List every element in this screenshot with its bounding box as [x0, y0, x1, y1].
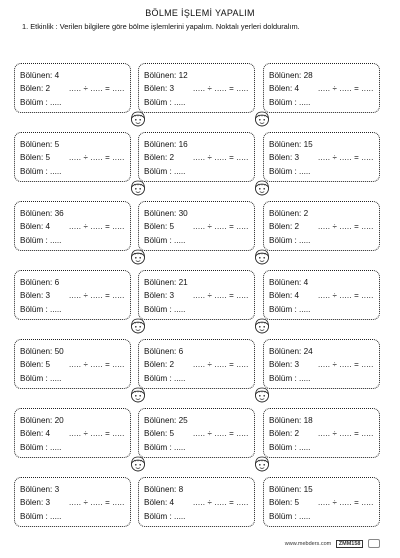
child-face-icon	[253, 455, 271, 472]
divisor-label: Bölen:	[144, 498, 168, 507]
page-title: BÖLME İŞLEMİ YAPALIM	[145, 8, 255, 18]
dividend-value: 12	[178, 71, 188, 80]
division-card	[263, 63, 380, 113]
dividend-value: 2	[303, 209, 309, 218]
exercise-row	[14, 339, 384, 408]
child-face-icon	[253, 317, 271, 334]
operation-blank[interactable]: ..... ÷ ..... = .....	[193, 291, 249, 300]
division-card	[138, 408, 255, 458]
divisor-label: Bölen:	[20, 291, 44, 300]
operation-blank[interactable]: ..... ÷ ..... = .....	[318, 429, 374, 438]
division-card	[138, 477, 255, 527]
dividend-value: 3	[54, 485, 60, 494]
dividend-value: 15	[303, 140, 313, 149]
quotient-line[interactable]: Bölüm : .....	[20, 443, 62, 452]
dividend-line	[20, 71, 59, 81]
divisor-line	[269, 222, 299, 232]
dividend-line	[144, 278, 188, 288]
dividend-value: 4	[54, 71, 60, 80]
dividend-value: 36	[54, 209, 64, 218]
operation-blank[interactable]: ..... ÷ ..... = .....	[318, 360, 374, 369]
dividend-line	[20, 140, 59, 150]
child-face-icon	[129, 110, 147, 127]
division-card	[263, 477, 380, 527]
dividend-line	[269, 209, 308, 219]
exercise-grid	[14, 63, 384, 546]
dividend-line	[144, 347, 183, 357]
operation-blank[interactable]: ..... ÷ ..... = .....	[193, 84, 249, 93]
dividend-label: Bölünen:	[20, 347, 53, 356]
dividend-label: Bölünen:	[144, 485, 177, 494]
child-face-icon	[129, 317, 147, 334]
divisor-line	[144, 429, 174, 439]
dividend-label: Bölünen:	[269, 140, 302, 149]
footer-code: ZMM158	[336, 540, 364, 548]
divisor-label: Bölen:	[144, 222, 168, 231]
division-card	[138, 63, 255, 113]
divisor-line	[269, 360, 299, 370]
divisor-line	[144, 291, 174, 301]
operation-blank[interactable]: ..... ÷ ..... = .....	[69, 498, 125, 507]
quotient-line[interactable]: Bölüm : .....	[269, 305, 311, 314]
divisor-line	[144, 222, 174, 232]
quotient-line[interactable]: Bölüm : .....	[269, 167, 311, 176]
divisor-label: Bölen:	[20, 153, 44, 162]
dividend-line	[20, 209, 64, 219]
division-card	[138, 132, 255, 182]
operation-blank[interactable]: ..... ÷ ..... = .....	[69, 153, 125, 162]
division-card	[14, 132, 131, 182]
dividend-line	[20, 416, 64, 426]
dividend-line	[20, 347, 64, 357]
dividend-label: Bölünen:	[269, 71, 302, 80]
divisor-value: 3	[169, 291, 175, 300]
divisor-value: 2	[169, 360, 175, 369]
division-card	[263, 339, 380, 389]
division-card	[138, 201, 255, 251]
child-face-icon	[129, 455, 147, 472]
dividend-value: 24	[303, 347, 313, 356]
quotient-line[interactable]: Bölüm : .....	[144, 512, 186, 521]
division-card	[14, 201, 131, 251]
operation-blank[interactable]: ..... ÷ ..... = .....	[193, 498, 249, 507]
dividend-line	[144, 416, 188, 426]
divisor-label: Bölen:	[269, 498, 293, 507]
divisor-value: 3	[45, 498, 51, 507]
divisor-value: 2	[169, 153, 175, 162]
dividend-label: Bölünen:	[20, 140, 53, 149]
divisor-value: 5	[169, 429, 175, 438]
divisor-label: Bölen:	[269, 360, 293, 369]
divisor-label: Bölen:	[20, 360, 44, 369]
division-card	[14, 339, 131, 389]
footer-logo-icon	[368, 539, 380, 548]
dividend-label: Bölünen:	[144, 347, 177, 356]
dividend-label: Bölünen:	[20, 485, 53, 494]
dividend-line	[269, 416, 313, 426]
exercise-row	[14, 63, 384, 132]
divisor-value: 5	[169, 222, 175, 231]
dividend-label: Bölünen:	[269, 278, 302, 287]
divisor-label: Bölen:	[144, 153, 168, 162]
divisor-line	[144, 360, 174, 370]
divisor-label: Bölen:	[144, 291, 168, 300]
division-card	[263, 270, 380, 320]
divisor-line	[269, 153, 299, 163]
dividend-line	[144, 140, 188, 150]
dividend-value: 6	[54, 278, 60, 287]
division-card	[138, 339, 255, 389]
divisor-value: 3	[45, 291, 51, 300]
dividend-label: Bölünen:	[144, 209, 177, 218]
quotient-line[interactable]: Bölüm : .....	[20, 305, 62, 314]
divisor-value: 2	[294, 222, 300, 231]
dividend-label: Bölünen:	[144, 416, 177, 425]
child-face-icon	[129, 248, 147, 265]
dividend-line	[269, 140, 313, 150]
divisor-label: Bölen:	[20, 84, 44, 93]
footer	[285, 539, 380, 548]
quotient-line[interactable]: Bölüm : .....	[20, 98, 62, 107]
dividend-value: 21	[178, 278, 188, 287]
divisor-line	[144, 498, 174, 508]
quotient-line[interactable]: Bölüm : .....	[20, 374, 62, 383]
division-card	[14, 477, 131, 527]
divisor-value: 4	[294, 84, 300, 93]
divisor-line	[20, 84, 50, 94]
operation-blank[interactable]: ..... ÷ ..... = .....	[318, 153, 374, 162]
divisor-line	[20, 498, 50, 508]
divisor-line	[269, 291, 299, 301]
dividend-value: 28	[303, 71, 313, 80]
dividend-label: Bölünen:	[144, 140, 177, 149]
dividend-line	[144, 71, 188, 81]
quotient-line[interactable]: Bölüm : .....	[269, 512, 311, 521]
division-card	[263, 201, 380, 251]
divisor-label: Bölen:	[20, 498, 44, 507]
dividend-label: Bölünen:	[20, 278, 53, 287]
division-card	[138, 270, 255, 320]
operation-blank[interactable]: ..... ÷ ..... = .....	[69, 429, 125, 438]
dividend-value: 16	[178, 140, 188, 149]
quotient-line[interactable]: Bölüm : .....	[269, 98, 311, 107]
child-face-icon	[129, 179, 147, 196]
dividend-label: Bölünen:	[20, 416, 53, 425]
operation-blank[interactable]: ..... ÷ ..... = .....	[193, 429, 249, 438]
divisor-line	[20, 291, 50, 301]
footer-site: www.mebders.com	[284, 540, 332, 547]
divisor-label: Bölen:	[144, 84, 168, 93]
quotient-line[interactable]: Bölüm : .....	[20, 512, 62, 521]
quotient-line[interactable]: Bölüm : .....	[20, 167, 62, 176]
operation-blank[interactable]: ..... ÷ ..... = .....	[318, 291, 374, 300]
divisor-line	[20, 153, 50, 163]
exercise-row	[14, 132, 384, 201]
dividend-line	[269, 278, 308, 288]
dividend-line	[269, 485, 313, 495]
division-card	[14, 270, 131, 320]
divisor-label: Bölen:	[144, 429, 168, 438]
dividend-value: 20	[54, 416, 64, 425]
operation-blank[interactable]: ..... ÷ ..... = .....	[193, 222, 249, 231]
operation-blank[interactable]: ..... ÷ ..... = .....	[318, 222, 374, 231]
dividend-value: 18	[303, 416, 313, 425]
divisor-line	[144, 84, 174, 94]
divisor-value: 4	[169, 498, 175, 507]
divisor-line	[269, 498, 299, 508]
child-face-icon	[129, 386, 147, 403]
dividend-label: Bölünen:	[269, 485, 302, 494]
child-face-icon	[253, 179, 271, 196]
dividend-line	[144, 485, 183, 495]
divisor-line	[269, 429, 299, 439]
divisor-value: 5	[45, 360, 51, 369]
quotient-line[interactable]: Bölüm : .....	[144, 305, 186, 314]
dividend-value: 50	[54, 347, 64, 356]
division-card	[263, 132, 380, 182]
divisor-value: 5	[45, 153, 51, 162]
exercise-row	[14, 270, 384, 339]
divisor-line	[20, 360, 50, 370]
quotient-line[interactable]: Bölüm : .....	[269, 236, 311, 245]
dividend-value: 6	[178, 347, 184, 356]
divisor-label: Bölen:	[269, 222, 293, 231]
dividend-label: Bölünen:	[144, 71, 177, 80]
dividend-value: 25	[178, 416, 188, 425]
divisor-label: Bölen:	[144, 360, 168, 369]
divisor-value: 3	[294, 360, 300, 369]
quotient-line[interactable]: Bölüm : .....	[269, 443, 311, 452]
dividend-line	[269, 71, 313, 81]
operation-blank[interactable]: ..... ÷ ..... = .....	[193, 153, 249, 162]
divisor-label: Bölen:	[269, 291, 293, 300]
quotient-line[interactable]: Bölüm : .....	[144, 167, 186, 176]
child-face-icon	[253, 386, 271, 403]
divisor-value: 5	[294, 498, 300, 507]
dividend-value: 4	[303, 278, 309, 287]
divisor-line	[269, 84, 299, 94]
operation-blank[interactable]: ..... ÷ ..... = .....	[69, 222, 125, 231]
divisor-value: 4	[45, 429, 51, 438]
divisor-value: 3	[294, 153, 300, 162]
quotient-line[interactable]: Bölüm : .....	[269, 374, 311, 383]
division-card	[14, 63, 131, 113]
operation-blank[interactable]: ..... ÷ ..... = .....	[318, 84, 374, 93]
quotient-line[interactable]: Bölüm : .....	[144, 236, 186, 245]
divisor-line	[20, 222, 50, 232]
dividend-value: 30	[178, 209, 188, 218]
dividend-label: Bölünen:	[269, 209, 302, 218]
quotient-line[interactable]: Bölüm : .....	[20, 236, 62, 245]
divisor-value: 4	[294, 291, 300, 300]
divisor-label: Bölen:	[269, 84, 293, 93]
quotient-line[interactable]: Bölüm : .....	[144, 98, 186, 107]
dividend-label: Bölünen:	[269, 347, 302, 356]
child-face-icon	[253, 248, 271, 265]
dividend-label: Bölünen:	[269, 416, 302, 425]
division-card	[14, 408, 131, 458]
dividend-label: Bölünen:	[20, 209, 53, 218]
divisor-label: Bölen:	[269, 153, 293, 162]
exercise-row	[14, 408, 384, 477]
exercise-row	[14, 477, 384, 546]
dividend-line	[20, 485, 59, 495]
dividend-line	[144, 209, 188, 219]
dividend-value: 15	[303, 485, 313, 494]
quotient-line[interactable]: Bölüm : .....	[144, 374, 186, 383]
divisor-label: Bölen:	[20, 222, 44, 231]
divisor-value: 2	[45, 84, 51, 93]
dividend-label: Bölünen:	[144, 278, 177, 287]
divisor-label: Bölen:	[20, 429, 44, 438]
activity-instruction: 1. Etkinlik : Verilen bilgilere göre bölme işlemlerini yapalım. Noktalı yerleri dolduralım.	[22, 22, 300, 31]
operation-blank[interactable]: ..... ÷ ..... = .....	[69, 291, 125, 300]
dividend-label: Bölünen:	[20, 71, 53, 80]
operation-blank[interactable]: ..... ÷ ..... = .....	[69, 84, 125, 93]
divisor-value: 4	[45, 222, 51, 231]
exercise-row	[14, 201, 384, 270]
operation-blank[interactable]: ..... ÷ ..... = .....	[318, 498, 374, 507]
divisor-line	[20, 429, 50, 439]
operation-blank[interactable]: ..... ÷ ..... = .....	[69, 360, 125, 369]
dividend-value: 5	[54, 140, 60, 149]
dividend-line	[20, 278, 59, 288]
quotient-line[interactable]: Bölüm : .....	[144, 443, 186, 452]
divisor-line	[144, 153, 174, 163]
divisor-value: 2	[294, 429, 300, 438]
dividend-line	[269, 347, 313, 357]
divisor-label: Bölen:	[269, 429, 293, 438]
divisor-value: 3	[169, 84, 175, 93]
child-face-icon	[253, 110, 271, 127]
dividend-value: 8	[178, 485, 184, 494]
division-card	[263, 408, 380, 458]
operation-blank[interactable]: ..... ÷ ..... = .....	[193, 360, 249, 369]
